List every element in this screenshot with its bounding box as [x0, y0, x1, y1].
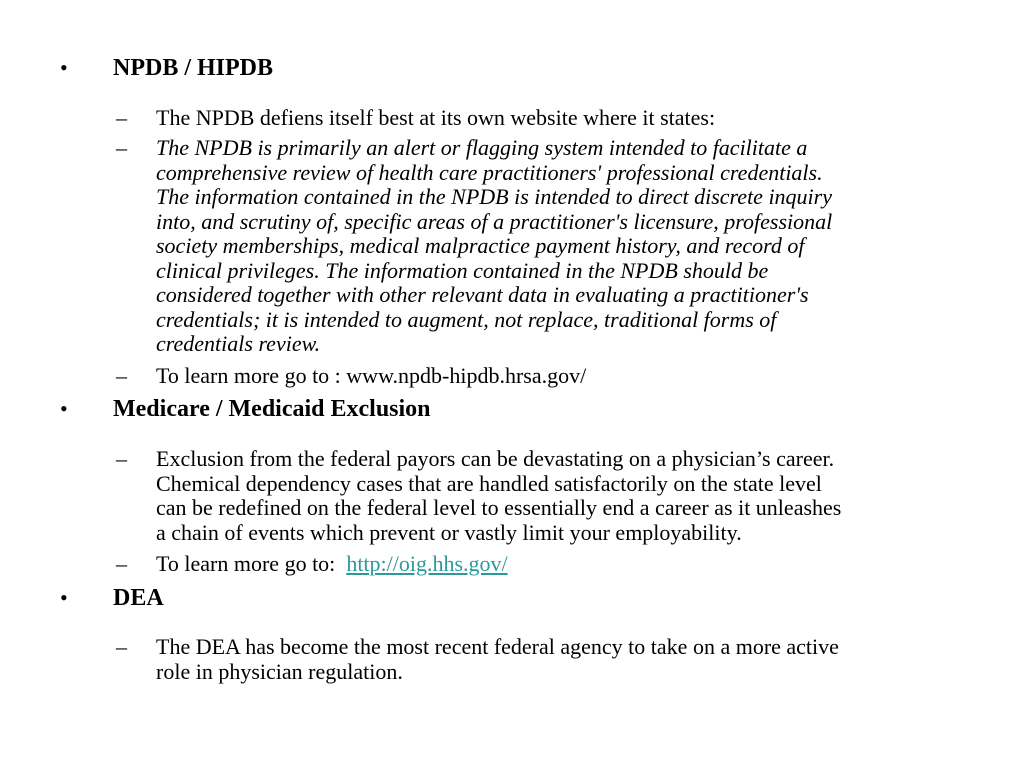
list-item — [156, 106, 715, 131]
text-line: a chain of events which prevent or vastly limit your employability. — [156, 519, 742, 545]
text-line: credentials review. — [156, 331, 321, 356]
section-heading: NPDB / HIPDB — [113, 55, 274, 81]
oig-link[interactable]: http://oig.hhs.gov/ — [346, 551, 508, 576]
list-item — [156, 364, 586, 389]
text-line: credentials; it is intended to augment, not replace, traditional forms of — [156, 306, 777, 332]
text-line: society memberships, medical malpractice payment history, and record of — [156, 233, 805, 258]
bullet-icon: • — [60, 396, 68, 421]
dash-icon: – — [116, 105, 127, 130]
list-item — [156, 552, 508, 577]
text-line: clinical privileges. The information contained in the NPDB should be — [156, 257, 769, 283]
text-line: The NPDB is primarily an alert or flagging system intended to facilitate a — [156, 135, 808, 160]
dash-icon: – — [116, 446, 127, 471]
text-line: To learn more go to: http://oig.hhs.gov/ — [156, 551, 508, 576]
bullet-icon: • — [60, 55, 68, 80]
text-line: The information contained in the NPDB is intended to direct discrete inquiry — [156, 184, 832, 209]
section-heading: DEA — [113, 585, 164, 611]
text-line: Exclusion from the federal payors can be devastating on a physician’s career. — [156, 446, 835, 471]
dash-icon: – — [116, 363, 127, 388]
text-line: role in physician regulation. — [156, 658, 403, 684]
list-item — [156, 447, 841, 545]
section-heading: Medicare / Medicaid Exclusion — [113, 396, 431, 422]
list-item — [156, 635, 839, 684]
dash-icon: – — [116, 551, 127, 576]
text-line: The DEA has become the most recent federal agency to take on a more active — [156, 634, 839, 659]
text-line: can be redefined on the federal level to essentially end a career as it unleashes — [156, 495, 842, 520]
text-line: To learn more go to : www.npdb-hipdb.hrsa.gov/ — [156, 363, 587, 388]
text-line: comprehensive review of health care practitioners' professional credentials. — [156, 159, 823, 185]
text-line: into, and scrutiny of, specific areas of a practitioner's licensure, professional — [156, 208, 833, 234]
dash-icon: – — [116, 634, 127, 659]
list-item — [156, 136, 832, 357]
dash-icon: – — [116, 135, 127, 160]
text-line: Chemical dependency cases that are handled satisfactorily on the state level — [156, 470, 822, 496]
text-line: The NPDB defiens itself best at its own website where it states: — [156, 105, 716, 130]
bullet-icon: • — [60, 585, 68, 610]
text-line: considered together with other relevant data in evaluating a practitioner's — [156, 282, 809, 307]
